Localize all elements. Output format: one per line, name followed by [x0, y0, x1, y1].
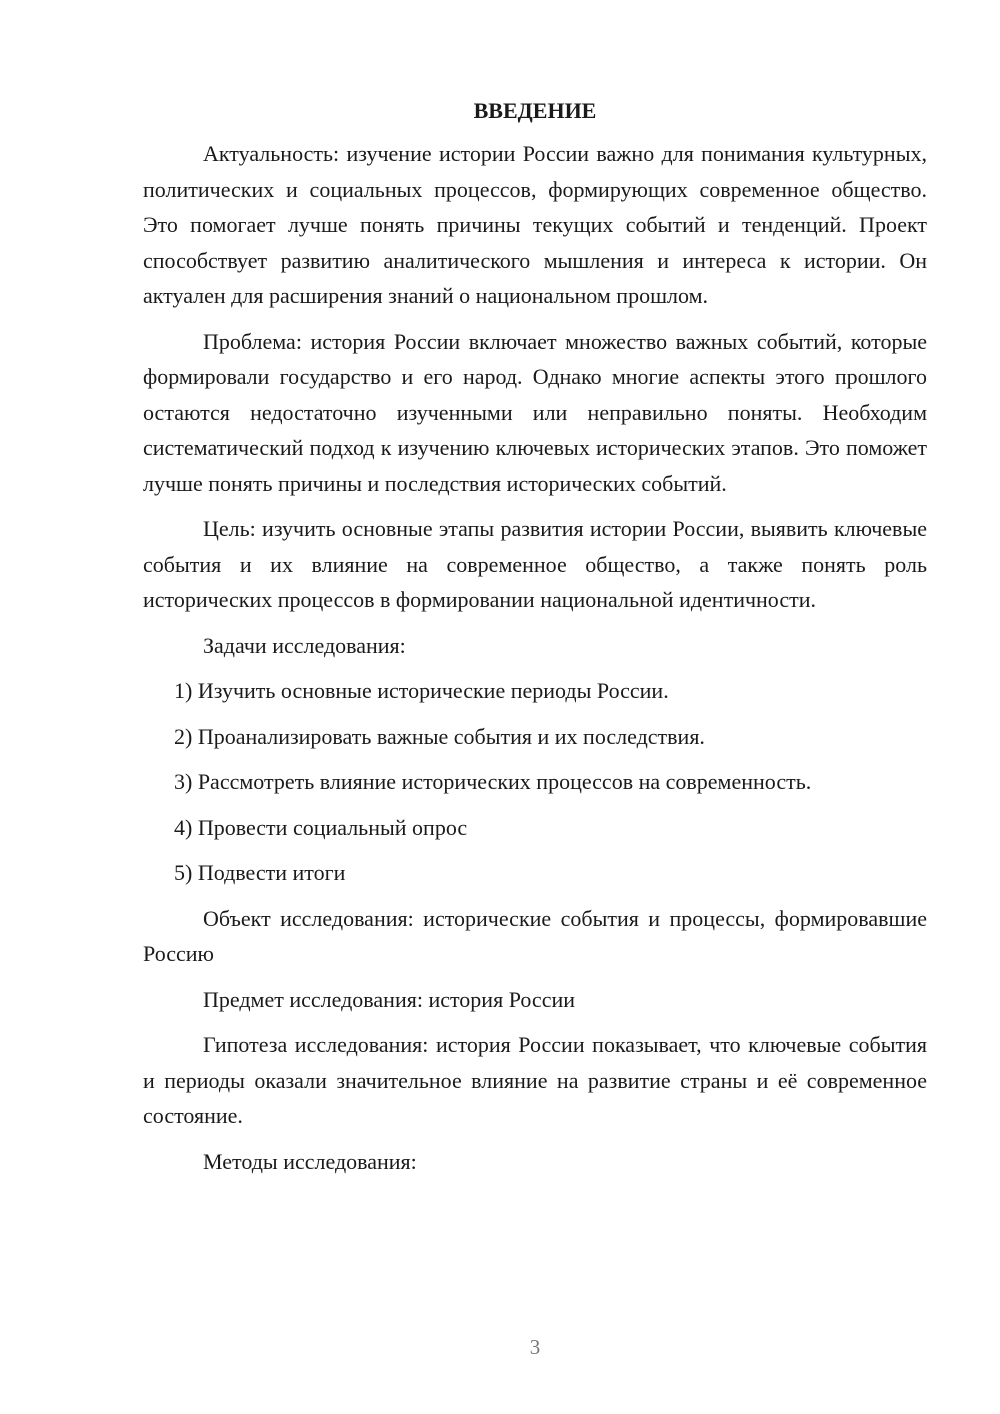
task-item-1: 1) Изучить основные исторические периоды России. — [174, 678, 669, 703]
methods-heading: Методы исследования: — [203, 1148, 417, 1174]
page-number: 3 — [529, 1335, 541, 1359]
problem-paragraph: Проблема: история России включает множество важных событий, которые формировали государство и его народ. Однако многие аспекты этого прошлого остаются недостаточно изученными или неправильно поняты. Необходим систематический подход к изучению ключевых исторических этапов. Это поможет лучше понять причины и последствия исторических событий. — [143, 328, 927, 496]
task-item-4: 4) Провести социальный опрос — [174, 814, 468, 840]
section-title: ВВЕДЕНИЕ — [473, 98, 597, 123]
goal-paragraph: Цель: изучить основные этапы развития истории России, выявить ключевые события и их влияние на современное общество, а также понять роль исторических процессов в формировании национальной идентичности. — [143, 516, 927, 612]
hypothesis-paragraph: Гипотеза исследования: история России показывает, что ключевые события и периоды оказали значительное влияние на развитие страны и её современное состояние. — [143, 1032, 927, 1128]
task-item-5: 5) Подвести итоги — [174, 860, 346, 885]
page-content — [143, 95, 927, 1189]
tasks-heading: Задачи исследования: — [203, 632, 406, 658]
subject-paragraph: Предмет исследования: история России — [203, 986, 576, 1012]
object-paragraph: Объект исследования: исторические события и процессы, формировавшие Россию — [143, 905, 927, 966]
task-item-3: 3) Рассмотреть влияние исторических процессов на современность. — [174, 769, 812, 794]
task-item-2: 2) Проанализировать важные события и их последствия. — [174, 723, 705, 749]
relevance-paragraph: Актуальность: изучение истории России важно для понимания культурных, политических и социальных процессов, формирующих современное общество. Это помогает лучше понять причины текущих событий и тенденций. Проект способствует развитию аналитического мышления и интереса к истории. Он актуален для расширения знаний о национальном прошлом. — [143, 141, 927, 308]
